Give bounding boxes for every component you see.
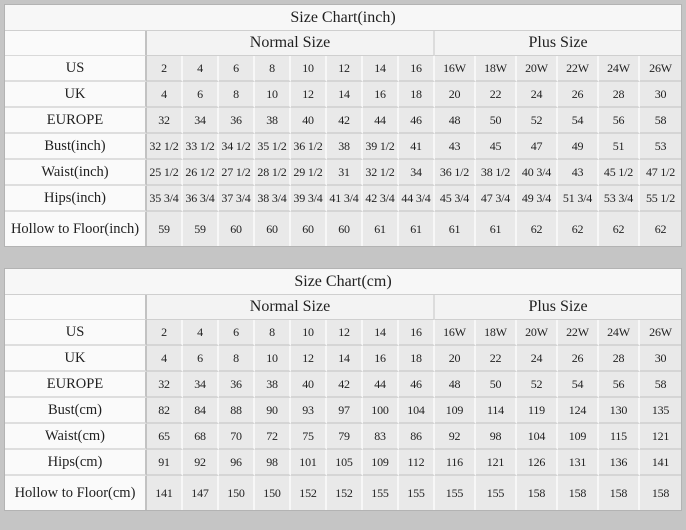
size-cell: 61 bbox=[399, 212, 435, 246]
size-cell: 33 1/2 bbox=[183, 134, 219, 160]
size-cell: 12 bbox=[327, 320, 363, 346]
size-cell: 44 bbox=[363, 108, 399, 134]
size-cell: 141 bbox=[640, 450, 681, 476]
size-cell: 40 3/4 bbox=[517, 160, 558, 186]
row-label: Hips(inch) bbox=[5, 186, 147, 212]
size-cell: 6 bbox=[219, 320, 255, 346]
size-cell: 2 bbox=[147, 320, 183, 346]
size-row-uk bbox=[5, 346, 681, 372]
row-label: Waist(cm) bbox=[5, 424, 147, 450]
size-cell: 105 bbox=[327, 450, 363, 476]
row-label: EUROPE bbox=[5, 108, 147, 134]
size-row-bust-inch bbox=[5, 134, 681, 160]
size-cell: 158 bbox=[599, 476, 640, 510]
size-cell: 45 bbox=[476, 134, 517, 160]
size-row-waist-inch bbox=[5, 160, 681, 186]
size-cell: 109 bbox=[435, 398, 476, 424]
size-cell: 155 bbox=[363, 476, 399, 510]
size-cell: 10 bbox=[255, 82, 291, 108]
size-cell: 29 1/2 bbox=[291, 160, 327, 186]
size-cell: 10 bbox=[291, 56, 327, 82]
size-cell: 50 bbox=[476, 372, 517, 398]
size-cell: 28 bbox=[599, 346, 640, 372]
size-cell: 26W bbox=[640, 320, 681, 346]
size-cell: 114 bbox=[476, 398, 517, 424]
table-title-row bbox=[5, 5, 681, 31]
size-cell: 91 bbox=[147, 450, 183, 476]
size-cell: 47 1/2 bbox=[640, 160, 681, 186]
size-cell: 18 bbox=[399, 346, 435, 372]
size-cell: 26W bbox=[640, 56, 681, 82]
size-cell: 60 bbox=[219, 212, 255, 246]
size-cell: 20 bbox=[435, 82, 476, 108]
size-cell: 155 bbox=[435, 476, 476, 510]
size-cell: 14 bbox=[363, 56, 399, 82]
size-row-us bbox=[5, 320, 681, 346]
size-cell: 42 bbox=[327, 108, 363, 134]
size-cell: 32 1/2 bbox=[363, 160, 399, 186]
size-cell: 14 bbox=[327, 346, 363, 372]
size-cell: 44 bbox=[363, 372, 399, 398]
size-cell: 155 bbox=[399, 476, 435, 510]
size-cell: 8 bbox=[219, 346, 255, 372]
size-row-hips-inch bbox=[5, 186, 681, 212]
size-cell: 22W bbox=[558, 320, 599, 346]
size-cell: 20 bbox=[435, 346, 476, 372]
size-row-europe bbox=[5, 108, 681, 134]
size-cell: 36 3/4 bbox=[183, 186, 219, 212]
size-cell: 36 bbox=[219, 108, 255, 134]
size-group-row bbox=[5, 31, 681, 56]
size-cell: 51 bbox=[599, 134, 640, 160]
size-cell: 51 3/4 bbox=[558, 186, 599, 212]
size-cell: 43 bbox=[435, 134, 476, 160]
size-cell: 68 bbox=[183, 424, 219, 450]
size-cell: 53 3/4 bbox=[599, 186, 640, 212]
size-row-hollow-to-floor-inch bbox=[5, 212, 681, 246]
size-cell: 49 bbox=[558, 134, 599, 160]
group-header-normal-size: Normal Size bbox=[147, 31, 435, 56]
size-cell: 39 1/2 bbox=[363, 134, 399, 160]
size-cell: 100 bbox=[363, 398, 399, 424]
size-cell: 52 bbox=[517, 372, 558, 398]
size-cell: 26 bbox=[558, 346, 599, 372]
size-cell: 61 bbox=[476, 212, 517, 246]
size-cell: 38 1/2 bbox=[476, 160, 517, 186]
size-cell: 79 bbox=[327, 424, 363, 450]
size-cell: 84 bbox=[183, 398, 219, 424]
size-cell: 16 bbox=[399, 320, 435, 346]
size-cell: 22 bbox=[476, 346, 517, 372]
size-cell: 62 bbox=[517, 212, 558, 246]
size-cell: 16 bbox=[363, 82, 399, 108]
size-cell: 35 3/4 bbox=[147, 186, 183, 212]
size-cell: 31 bbox=[327, 160, 363, 186]
size-cell: 135 bbox=[640, 398, 681, 424]
size-cell: 6 bbox=[183, 346, 219, 372]
table-title-row bbox=[5, 269, 681, 295]
size-cell: 83 bbox=[363, 424, 399, 450]
size-row-us bbox=[5, 56, 681, 82]
size-cell: 152 bbox=[327, 476, 363, 510]
size-cell: 48 bbox=[435, 108, 476, 134]
size-cell: 150 bbox=[255, 476, 291, 510]
size-cell: 109 bbox=[558, 424, 599, 450]
size-cell: 38 3/4 bbox=[255, 186, 291, 212]
size-cell: 16 bbox=[363, 346, 399, 372]
size-cell: 53 bbox=[640, 134, 681, 160]
size-cell: 104 bbox=[517, 424, 558, 450]
size-cell: 88 bbox=[219, 398, 255, 424]
size-cell: 24 bbox=[517, 82, 558, 108]
size-cell: 32 bbox=[147, 372, 183, 398]
size-cell: 62 bbox=[558, 212, 599, 246]
row-label: Bust(cm) bbox=[5, 398, 147, 424]
size-cell: 41 3/4 bbox=[327, 186, 363, 212]
size-cell: 48 bbox=[435, 372, 476, 398]
size-row-hips-cm bbox=[5, 450, 681, 476]
size-cell: 45 1/2 bbox=[599, 160, 640, 186]
size-cell: 40 bbox=[291, 372, 327, 398]
size-cell: 61 bbox=[363, 212, 399, 246]
size-cell: 98 bbox=[476, 424, 517, 450]
size-cell: 18 bbox=[399, 82, 435, 108]
size-cell: 42 bbox=[327, 372, 363, 398]
row-label: Hips(cm) bbox=[5, 450, 147, 476]
size-cell: 58 bbox=[640, 108, 681, 134]
size-cell: 147 bbox=[183, 476, 219, 510]
size-cell: 155 bbox=[476, 476, 517, 510]
size-cell: 65 bbox=[147, 424, 183, 450]
size-group-row bbox=[5, 295, 681, 320]
size-cell: 62 bbox=[599, 212, 640, 246]
size-row-uk bbox=[5, 82, 681, 108]
size-row-waist-cm bbox=[5, 424, 681, 450]
size-cell: 8 bbox=[219, 82, 255, 108]
size-cell: 59 bbox=[183, 212, 219, 246]
size-cell: 70 bbox=[219, 424, 255, 450]
size-chart-cm-table bbox=[4, 268, 682, 511]
size-cell: 8 bbox=[255, 320, 291, 346]
size-cell: 14 bbox=[327, 82, 363, 108]
size-cell: 52 bbox=[517, 108, 558, 134]
size-cell: 39 3/4 bbox=[291, 186, 327, 212]
size-cell: 30 bbox=[640, 82, 681, 108]
size-cell: 16W bbox=[435, 56, 476, 82]
size-cell: 6 bbox=[219, 56, 255, 82]
size-cell: 8 bbox=[255, 56, 291, 82]
size-cell: 121 bbox=[476, 450, 517, 476]
size-cell: 46 bbox=[399, 108, 435, 134]
size-cell: 32 bbox=[147, 108, 183, 134]
size-cell: 37 3/4 bbox=[219, 186, 255, 212]
size-cell: 22W bbox=[558, 56, 599, 82]
size-cell: 4 bbox=[147, 82, 183, 108]
row-label: UK bbox=[5, 346, 147, 372]
size-cell: 96 bbox=[219, 450, 255, 476]
size-cell: 58 bbox=[640, 372, 681, 398]
size-cell: 141 bbox=[147, 476, 183, 510]
size-cell: 20W bbox=[517, 56, 558, 82]
size-cell: 112 bbox=[399, 450, 435, 476]
size-cell: 18W bbox=[476, 56, 517, 82]
size-cell: 92 bbox=[183, 450, 219, 476]
size-cell: 101 bbox=[291, 450, 327, 476]
size-cell: 60 bbox=[327, 212, 363, 246]
size-cell: 42 3/4 bbox=[363, 186, 399, 212]
size-cell: 136 bbox=[599, 450, 640, 476]
size-cell: 34 bbox=[183, 372, 219, 398]
corner-cell bbox=[5, 295, 147, 320]
size-cell: 56 bbox=[599, 372, 640, 398]
size-cell: 97 bbox=[327, 398, 363, 424]
size-cell: 40 bbox=[291, 108, 327, 134]
size-cell: 93 bbox=[291, 398, 327, 424]
size-cell: 4 bbox=[147, 346, 183, 372]
size-cell: 86 bbox=[399, 424, 435, 450]
size-cell: 158 bbox=[517, 476, 558, 510]
size-cell: 72 bbox=[255, 424, 291, 450]
size-cell: 59 bbox=[147, 212, 183, 246]
size-cell: 20W bbox=[517, 320, 558, 346]
size-cell: 2 bbox=[147, 56, 183, 82]
size-cell: 41 bbox=[399, 134, 435, 160]
size-cell: 158 bbox=[558, 476, 599, 510]
size-cell: 24W bbox=[599, 56, 640, 82]
size-cell: 115 bbox=[599, 424, 640, 450]
size-cell: 49 3/4 bbox=[517, 186, 558, 212]
size-cell: 55 1/2 bbox=[640, 186, 681, 212]
size-cell: 26 bbox=[558, 82, 599, 108]
table-title: Size Chart(cm) bbox=[5, 269, 681, 295]
size-cell: 38 bbox=[255, 108, 291, 134]
size-cell: 10 bbox=[291, 320, 327, 346]
size-chart-inch-table bbox=[4, 4, 682, 247]
size-cell: 22 bbox=[476, 82, 517, 108]
size-cell: 47 bbox=[517, 134, 558, 160]
size-cell: 126 bbox=[517, 450, 558, 476]
size-cell: 50 bbox=[476, 108, 517, 134]
size-cell: 45 3/4 bbox=[435, 186, 476, 212]
size-cell: 34 1/2 bbox=[219, 134, 255, 160]
row-label: EUROPE bbox=[5, 372, 147, 398]
size-cell: 38 bbox=[255, 372, 291, 398]
size-cell: 54 bbox=[558, 372, 599, 398]
size-cell: 119 bbox=[517, 398, 558, 424]
size-cell: 90 bbox=[255, 398, 291, 424]
size-cell: 12 bbox=[291, 82, 327, 108]
group-header-plus-size: Plus Size bbox=[435, 31, 681, 56]
size-cell: 61 bbox=[435, 212, 476, 246]
size-cell: 56 bbox=[599, 108, 640, 134]
size-cell: 158 bbox=[640, 476, 681, 510]
row-label: Hollow to Floor(inch) bbox=[5, 212, 147, 246]
size-row-bust-cm bbox=[5, 398, 681, 424]
size-cell: 44 3/4 bbox=[399, 186, 435, 212]
table-title: Size Chart(inch) bbox=[5, 5, 681, 31]
size-cell: 46 bbox=[399, 372, 435, 398]
size-cell: 34 bbox=[399, 160, 435, 186]
size-cell: 75 bbox=[291, 424, 327, 450]
size-cell: 16W bbox=[435, 320, 476, 346]
size-cell: 116 bbox=[435, 450, 476, 476]
size-cell: 82 bbox=[147, 398, 183, 424]
size-cell: 14 bbox=[363, 320, 399, 346]
row-label: Bust(inch) bbox=[5, 134, 147, 160]
size-cell: 34 bbox=[183, 108, 219, 134]
size-cell: 131 bbox=[558, 450, 599, 476]
size-cell: 124 bbox=[558, 398, 599, 424]
size-cell: 26 1/2 bbox=[183, 160, 219, 186]
size-cell: 28 1/2 bbox=[255, 160, 291, 186]
size-cell: 43 bbox=[558, 160, 599, 186]
size-cell: 12 bbox=[291, 346, 327, 372]
size-cell: 10 bbox=[255, 346, 291, 372]
size-cell: 30 bbox=[640, 346, 681, 372]
size-cell: 4 bbox=[183, 56, 219, 82]
size-cell: 60 bbox=[291, 212, 327, 246]
group-header-plus-size: Plus Size bbox=[435, 295, 681, 320]
size-cell: 36 bbox=[219, 372, 255, 398]
row-label: US bbox=[5, 320, 147, 346]
size-cell: 54 bbox=[558, 108, 599, 134]
row-label: UK bbox=[5, 82, 147, 108]
row-label: US bbox=[5, 56, 147, 82]
group-header-normal-size: Normal Size bbox=[147, 295, 435, 320]
size-cell: 18W bbox=[476, 320, 517, 346]
size-cell: 60 bbox=[255, 212, 291, 246]
size-cell: 62 bbox=[640, 212, 681, 246]
corner-cell bbox=[5, 31, 147, 56]
size-cell: 35 1/2 bbox=[255, 134, 291, 160]
size-row-hollow-to-floor-cm bbox=[5, 476, 681, 510]
size-cell: 4 bbox=[183, 320, 219, 346]
size-cell: 36 1/2 bbox=[435, 160, 476, 186]
size-cell: 130 bbox=[599, 398, 640, 424]
size-cell: 92 bbox=[435, 424, 476, 450]
size-cell: 98 bbox=[255, 450, 291, 476]
size-cell: 25 1/2 bbox=[147, 160, 183, 186]
size-cell: 121 bbox=[640, 424, 681, 450]
row-label: Hollow to Floor(cm) bbox=[5, 476, 147, 510]
size-cell: 32 1/2 bbox=[147, 134, 183, 160]
size-cell: 24W bbox=[599, 320, 640, 346]
size-cell: 109 bbox=[363, 450, 399, 476]
size-cell: 150 bbox=[219, 476, 255, 510]
size-cell: 38 bbox=[327, 134, 363, 160]
size-cell: 47 3/4 bbox=[476, 186, 517, 212]
row-label: Waist(inch) bbox=[5, 160, 147, 186]
size-cell: 28 bbox=[599, 82, 640, 108]
size-cell: 16 bbox=[399, 56, 435, 82]
size-cell: 104 bbox=[399, 398, 435, 424]
size-row-europe bbox=[5, 372, 681, 398]
size-cell: 36 1/2 bbox=[291, 134, 327, 160]
size-cell: 24 bbox=[517, 346, 558, 372]
size-cell: 6 bbox=[183, 82, 219, 108]
size-cell: 152 bbox=[291, 476, 327, 510]
size-cell: 12 bbox=[327, 56, 363, 82]
size-cell: 27 1/2 bbox=[219, 160, 255, 186]
